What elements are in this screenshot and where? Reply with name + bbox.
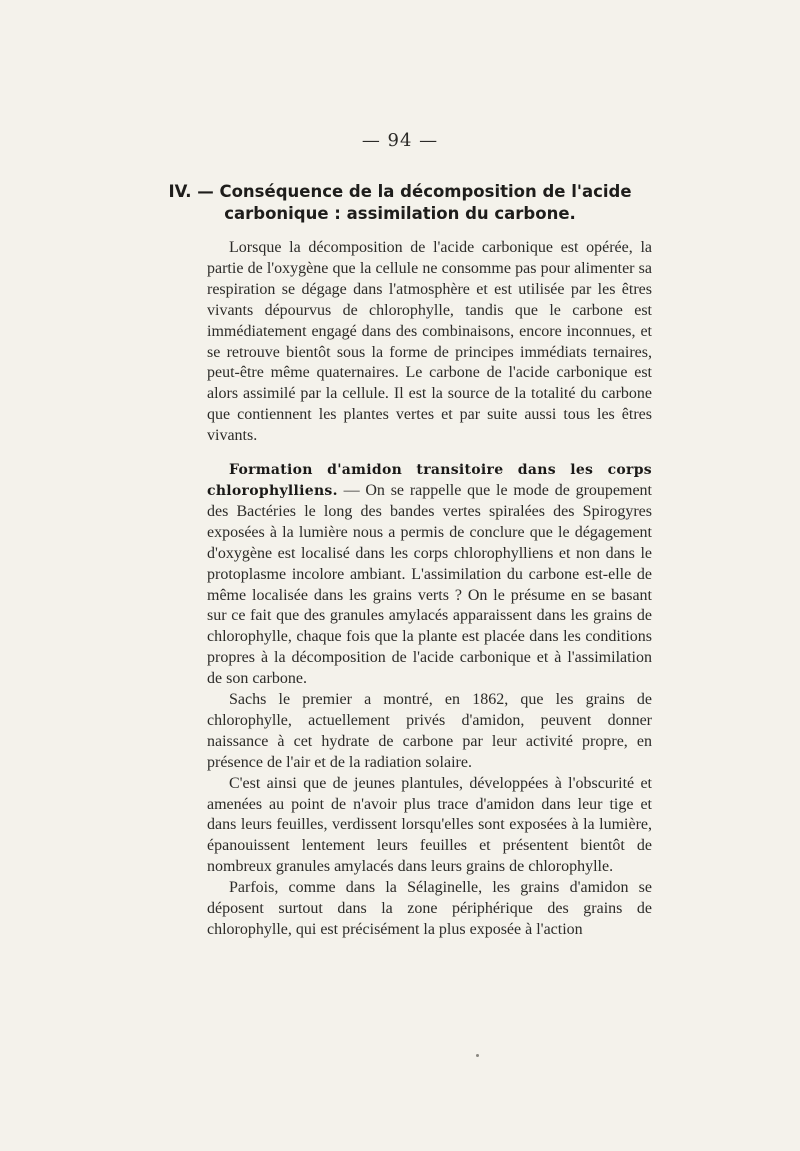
section-heading-line-1: IV. — Conséquence de la décomposition de l'acide bbox=[168, 182, 632, 201]
section-heading-line-2: carbonique : assimilation du carbone. bbox=[224, 204, 576, 223]
page-number: — 94 — bbox=[361, 130, 439, 151]
subsection-title: Formation d'amidon transitoire dans les corps chlorophylliens. bbox=[207, 462, 652, 499]
paragraph-1: Lorsque la décomposition de l'acide carbonique est opérée, la partie de l'oxygène que la cellule ne consomme pas pour alimenter sa respiration se dégage dans l'atmosphère et est utilisée par les êtres vivants dépourvus de chlorophylle, tandis que le carbone est immédiatement engagé dans des combinaisons, encore inconnues, et se retrouve bientôt sous la forme de principes immédiats ternaires, peut-être même quaternaires. Le carbone de l'acide carbonique est alors assimilé par la cellule. Il est la source de la totalité du carbone que contiennent les plantes vertes et par suite aussi tous les êtres vivants. bbox=[207, 239, 652, 445]
paragraph-5: Parfois, comme dans la Sélaginelle, les grains d'amidon se déposent surtout dans la zone périphérique des grains de chlorophylle, qui est précisément la plus exposée à l'action bbox=[207, 879, 652, 938]
paragraph-4: C'est ainsi que de jeunes plantules, développées à l'obscurité et amenées au point de n'avoir plus trace d'amidon dans leur tige et dans leurs feuilles, verdissent lorsqu'elles sont exposées à la lumière, épanouissent lentement leurs feuilles et présentent bientôt de nombreux granules amylacés dans leurs grains de chlorophylle. bbox=[207, 774, 652, 876]
body-text bbox=[207, 238, 652, 941]
paragraph-2 bbox=[207, 460, 652, 690]
paragraph-3: Sachs le premier a montré, en 1862, que les grains de chlorophylle, actuellement privés d'amidon, peuvent donner naissance à cet hydrate de carbone par leur activité propre, en présence de l'air et de la radiation solaire. bbox=[207, 691, 652, 771]
paper-speck bbox=[476, 1054, 479, 1057]
paragraph-2-text: — On se rappelle que le mode de groupement des Bactéries le long des bandes vertes spiralées des Spirogyres exposées à la lumière nous a permis de conclure que le dégagement d'oxygène est localisé dans les corps chlorophylliens et non dans le protoplasme incolore ambiant. L'assimilation du carbone est-elle de même localisée dans les grains verts ? On le présume en se basant sur ce fait que des granules amylacés apparaissent dans les grains de chlorophylle, chaque fois que la plante est placée dans les conditions propres à la décomposition de l'acide carbonique et à l'assimilation de son carbone. bbox=[207, 481, 652, 688]
section-heading bbox=[0, 181, 800, 225]
